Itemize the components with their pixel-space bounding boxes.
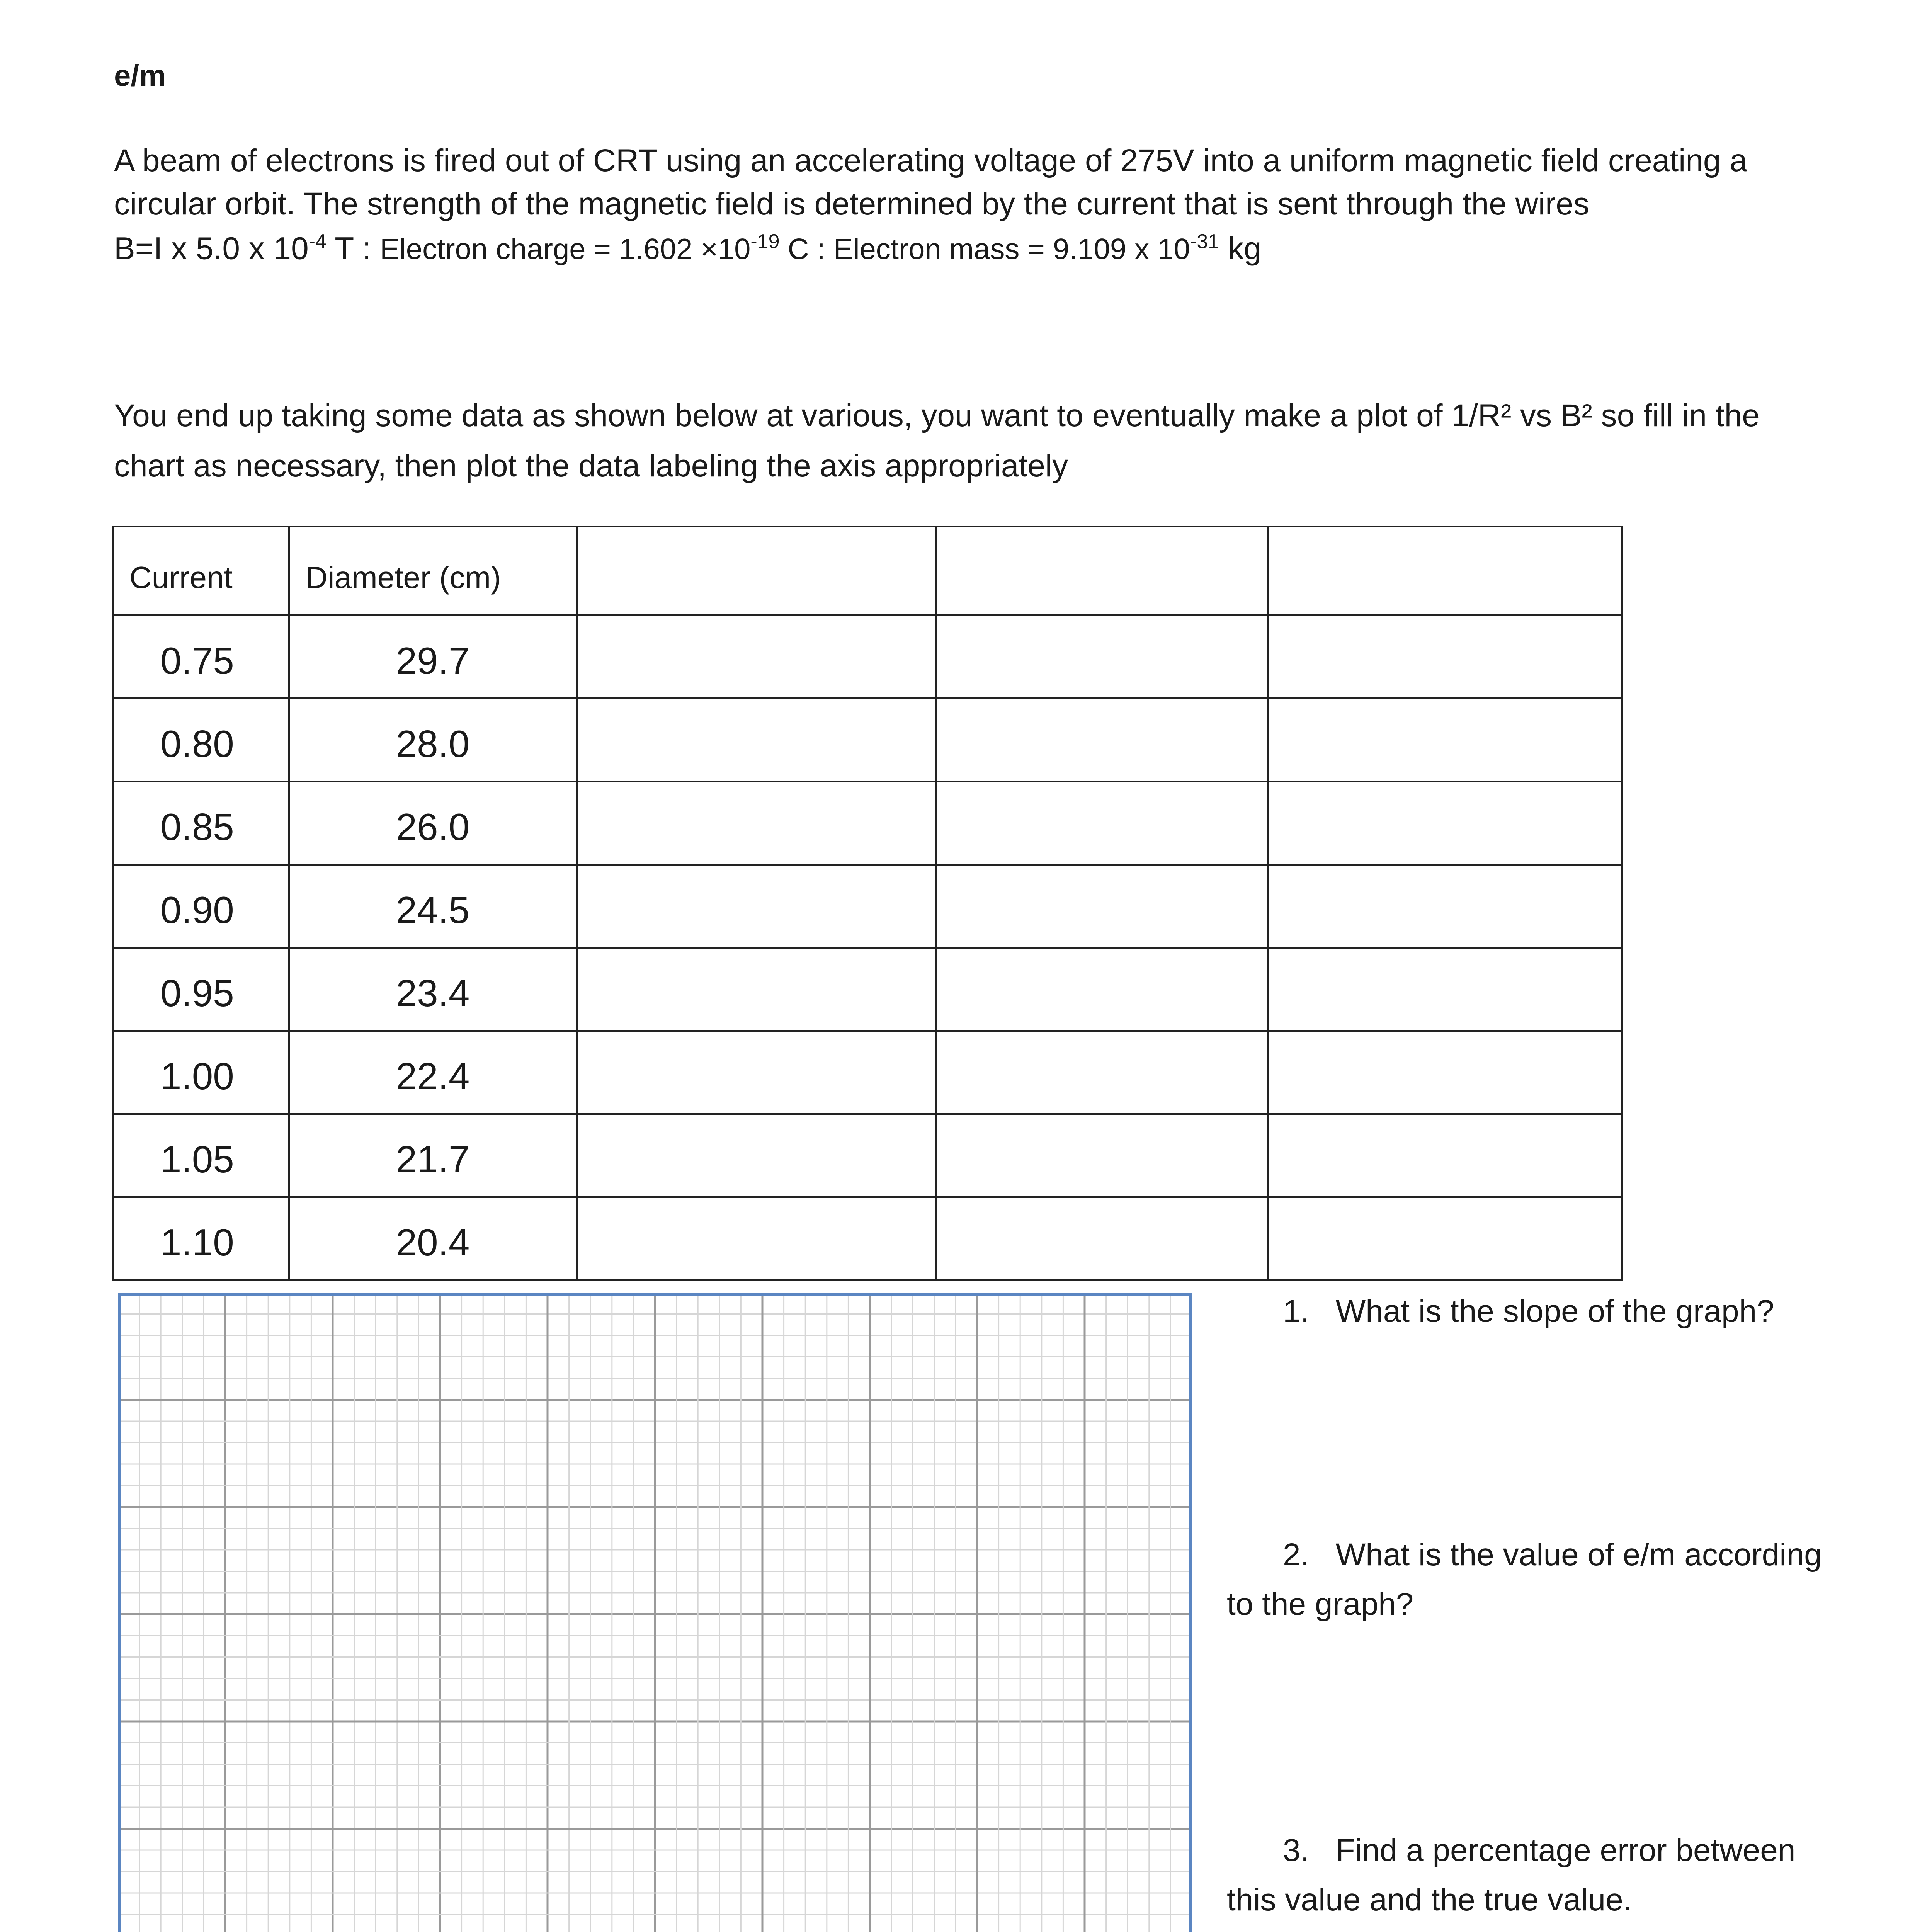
instructions-line-2: chart as necessary, then plot the data labeling the axis appropriately (114, 448, 1068, 483)
electron-charge: Electron charge = 1.602 ×10 (380, 233, 751, 266)
table-row (113, 1197, 1622, 1280)
question-1-text: What is the slope of the graph? (1335, 1294, 1774, 1329)
electron-charge-unit: C : (779, 233, 833, 266)
blank-cell[interactable] (577, 1197, 936, 1280)
blank-cell[interactable] (936, 1197, 1269, 1280)
blank-cell[interactable] (1269, 616, 1622, 699)
blank-cell[interactable] (936, 865, 1269, 948)
blank-cell[interactable] (577, 699, 936, 782)
current-cell: 0.85 (113, 782, 289, 865)
blank-cell[interactable] (1269, 782, 1622, 865)
diameter-cell: 29.7 (289, 616, 577, 699)
diameter-cell: 22.4 (289, 1031, 577, 1114)
header-blank-3[interactable] (1269, 527, 1622, 616)
blank-cell[interactable] (1269, 1114, 1622, 1197)
question-1-number: 1. (1283, 1294, 1310, 1329)
diameter-cell: 21.7 (289, 1114, 577, 1197)
blank-cell[interactable] (936, 699, 1269, 782)
blank-cell[interactable] (936, 948, 1269, 1031)
blank-cell[interactable] (577, 948, 936, 1031)
question-3-number: 3. (1283, 1833, 1310, 1868)
electron-mass-unit: kg (1219, 231, 1262, 266)
question-2 (1227, 1530, 1822, 1629)
current-cell: 0.90 (113, 865, 289, 948)
question-2-text-cont: to the graph? (1227, 1587, 1414, 1622)
data-table (112, 526, 1623, 1281)
current-cell: 0.75 (113, 616, 289, 699)
table-row (113, 782, 1622, 865)
question-3-text-cont: this value and the true value. (1227, 1882, 1632, 1917)
diameter-cell: 26.0 (289, 782, 577, 865)
blank-cell[interactable] (936, 782, 1269, 865)
diameter-cell: 20.4 (289, 1197, 577, 1280)
intro-line-2: circular orbit. The strength of the magnetic field is determined by the current that is sent through the wires (114, 186, 1589, 221)
blank-cell[interactable] (577, 616, 936, 699)
table-row (113, 699, 1622, 782)
constants-formula (114, 230, 1261, 267)
header-blank-2[interactable] (936, 527, 1269, 616)
current-cell: 0.80 (113, 699, 289, 782)
diameter-cell: 24.5 (289, 865, 577, 948)
graph-paper[interactable] (118, 1293, 1192, 1932)
blank-cell[interactable] (1269, 948, 1622, 1031)
blank-cell[interactable] (577, 1031, 936, 1114)
blank-cell[interactable] (1269, 1197, 1622, 1280)
blank-cell[interactable] (1269, 699, 1622, 782)
blank-cell[interactable] (1269, 865, 1622, 948)
current-cell: 1.00 (113, 1031, 289, 1114)
instructions-line-1: You end up taking some data as shown below at various, you want to eventually make a plot of 1/R² vs B² so fill in the (114, 398, 1760, 433)
current-cell: 1.05 (113, 1114, 289, 1197)
current-cell: 0.95 (113, 948, 289, 1031)
question-3 (1227, 1826, 1795, 1925)
table-row (113, 1114, 1622, 1197)
question-2-text: What is the value of e/m according (1335, 1537, 1822, 1572)
b-field-exponent: -4 (308, 230, 327, 253)
table-row (113, 616, 1622, 699)
diameter-cell: 23.4 (289, 948, 577, 1031)
electron-mass: Electron mass = 9.109 x 10 (833, 233, 1190, 266)
electron-mass-exponent: -31 (1190, 230, 1219, 253)
header-current: Current (113, 527, 289, 616)
table-header-row (113, 527, 1622, 616)
question-2-number: 2. (1283, 1537, 1310, 1572)
current-cell: 1.10 (113, 1197, 289, 1280)
blank-cell[interactable] (577, 1114, 936, 1197)
question-3-text: Find a percentage error between (1335, 1833, 1796, 1868)
page-title: e/m (114, 58, 166, 92)
diameter-cell: 28.0 (289, 699, 577, 782)
b-field-unit: T : (326, 231, 380, 266)
table-row (113, 1031, 1622, 1114)
blank-cell[interactable] (936, 616, 1269, 699)
b-field-formula: B=I x 5.0 x 10 (114, 231, 309, 266)
question-1 (1227, 1287, 1774, 1336)
intro-line-1: A beam of electrons is fired out of CRT using an accelerating voltage of 275V into a uniform magnetic field creating a (114, 143, 1747, 178)
electron-charge-exponent: -19 (750, 230, 780, 253)
blank-cell[interactable] (577, 865, 936, 948)
table-row (113, 865, 1622, 948)
table-row (113, 948, 1622, 1031)
header-blank-1[interactable] (577, 527, 936, 616)
blank-cell[interactable] (1269, 1031, 1622, 1114)
blank-cell[interactable] (936, 1114, 1269, 1197)
blank-cell[interactable] (936, 1031, 1269, 1114)
blank-cell[interactable] (577, 782, 936, 865)
header-diameter: Diameter (cm) (289, 527, 577, 616)
